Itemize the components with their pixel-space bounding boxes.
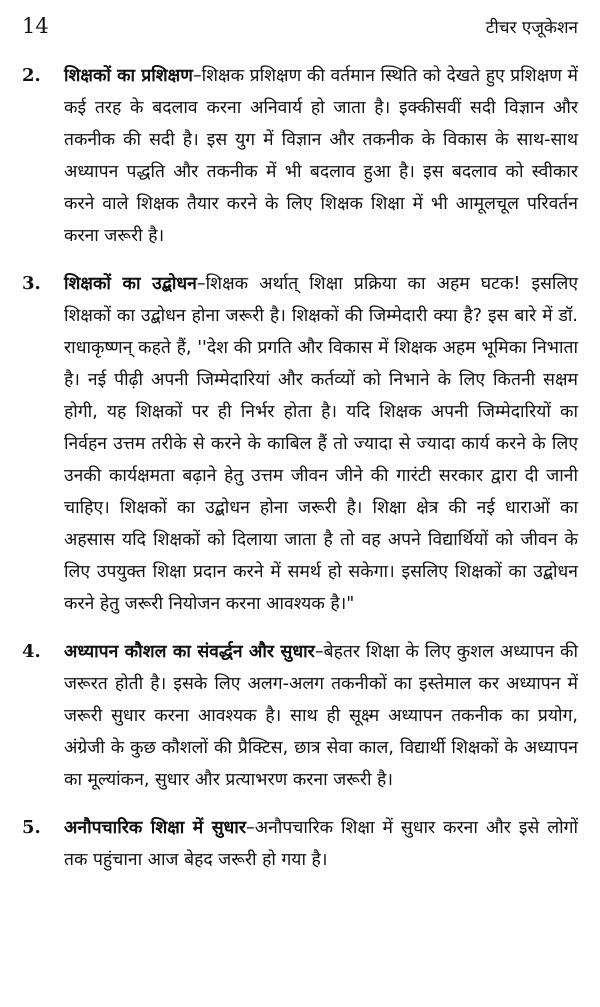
page-number: 14 [22, 14, 49, 38]
item-text: –शिक्षक अर्थात् शिक्षा प्रक्रिया का अहम घटक! इसलिए शिक्षकों का उद्बोधन होना जरूरी है। शिक्षकों की जिम्मेदारी क्या है? इस बारे में डॉ. राधाकृष्णन् कहते हैं, ''देश की प्रगति और विकास में शिक्षक अहम भूमिका निभाता है। नई पीढ़ी अपनी जिम्मेदारियां और कर्तव्यों को निभाने के लिए कितनी सक्षम होगी, यह शिक्षकों पर ही निर्भर होता है। यदि शिक्षक अपनी जिम्मेदारियों का निर्वहन उत्तम तरीके से करने के काबिल हैं तो ज्यादा से ज्यादा कार्य करने के लिए उनकी कार्यक्षमता बढ़ाने हेतु उत्तम जीवन जीने की गारंटी सरकार द्वारा दी जानी चाहिए। शिक्षकों का उद्बोधन होना जरूरी है। शिक्षा क्षेत्र की नई धाराओं का अहसास यदि शिक्षकों को दिलाया जाता है तो वह अपने विद्यार्थियों को जीवन के लिए उपयुक्त शिक्षा प्रदान करने में समर्थ हो सकेगा। इसलिए शिक्षकों का उद्बोधन करने हेतु जरूरी नियोजन करना आवश्यक है।" [64, 274, 578, 614]
item-term: अनौपचारिक शिक्षा में सुधार [64, 818, 246, 838]
list-item [22, 812, 578, 876]
item-paragraph [64, 636, 578, 796]
numbered-list [22, 60, 578, 876]
item-number: 2. [22, 65, 41, 86]
item-paragraph [64, 268, 578, 620]
item-term: शिक्षकों का उद्बोधन [64, 274, 197, 294]
item-text: –अनौपचारिक शिक्षा में सुधार करना और इसे लोगों तक पहुंचाना आज बेहद जरूरी हो गया है। [64, 818, 578, 870]
item-paragraph [64, 60, 578, 252]
list-item [22, 636, 578, 796]
list-item [22, 60, 578, 252]
list-item [22, 268, 578, 620]
item-number: 5. [22, 817, 41, 838]
item-number: 3. [22, 273, 41, 294]
item-term: शिक्षकों का प्रशिक्षण [64, 66, 193, 86]
page-header [22, 14, 578, 46]
running-head: टीचर एजूकेशन [485, 18, 578, 38]
item-text: –बेहतर शिक्षा के लिए कुशल अध्यापन की जरूरत होती है। इसके लिए अलग-अलग तकनीकों का इस्तेमाल कर अध्यापन में जरूरी सुधार करना आवश्यक है। साथ ही सूक्ष्म अध्यापन तकनीक का प्रयोग, अंग्रेजी के कुछ कौशलों की प्रैक्टिस, छात्र सेवा काल, विद्यार्थी शिक्षकों के अध्यापन का मूल्यांकन, सुधार और प्रत्याभरण करना जरूरी है। [64, 642, 578, 790]
item-number: 4. [22, 641, 41, 662]
item-text: –शिक्षक प्रशिक्षण की वर्तमान स्थिति को देखते हुए प्रशिक्षण में कई तरह के बदलाव करना अनिवार्य हो जाता है। इक्कीसवीं सदी विज्ञान और तकनीक की सदी है। इस युग में विज्ञान और तकनीक के विकास के साथ-साथ अध्यापन पद्धति और तकनीक में भी बदलाव हुआ है। इस बदलाव को स्वीकार करने वाले शिक्षक तैयार करने के लिए शिक्षक शिक्षा में भी आमूलचूल परिवर्तन करना जरूरी है। [64, 66, 578, 246]
item-paragraph [64, 812, 578, 876]
item-term: अध्यापन कौशल का संवर्द्धन और सुधार [64, 642, 315, 662]
